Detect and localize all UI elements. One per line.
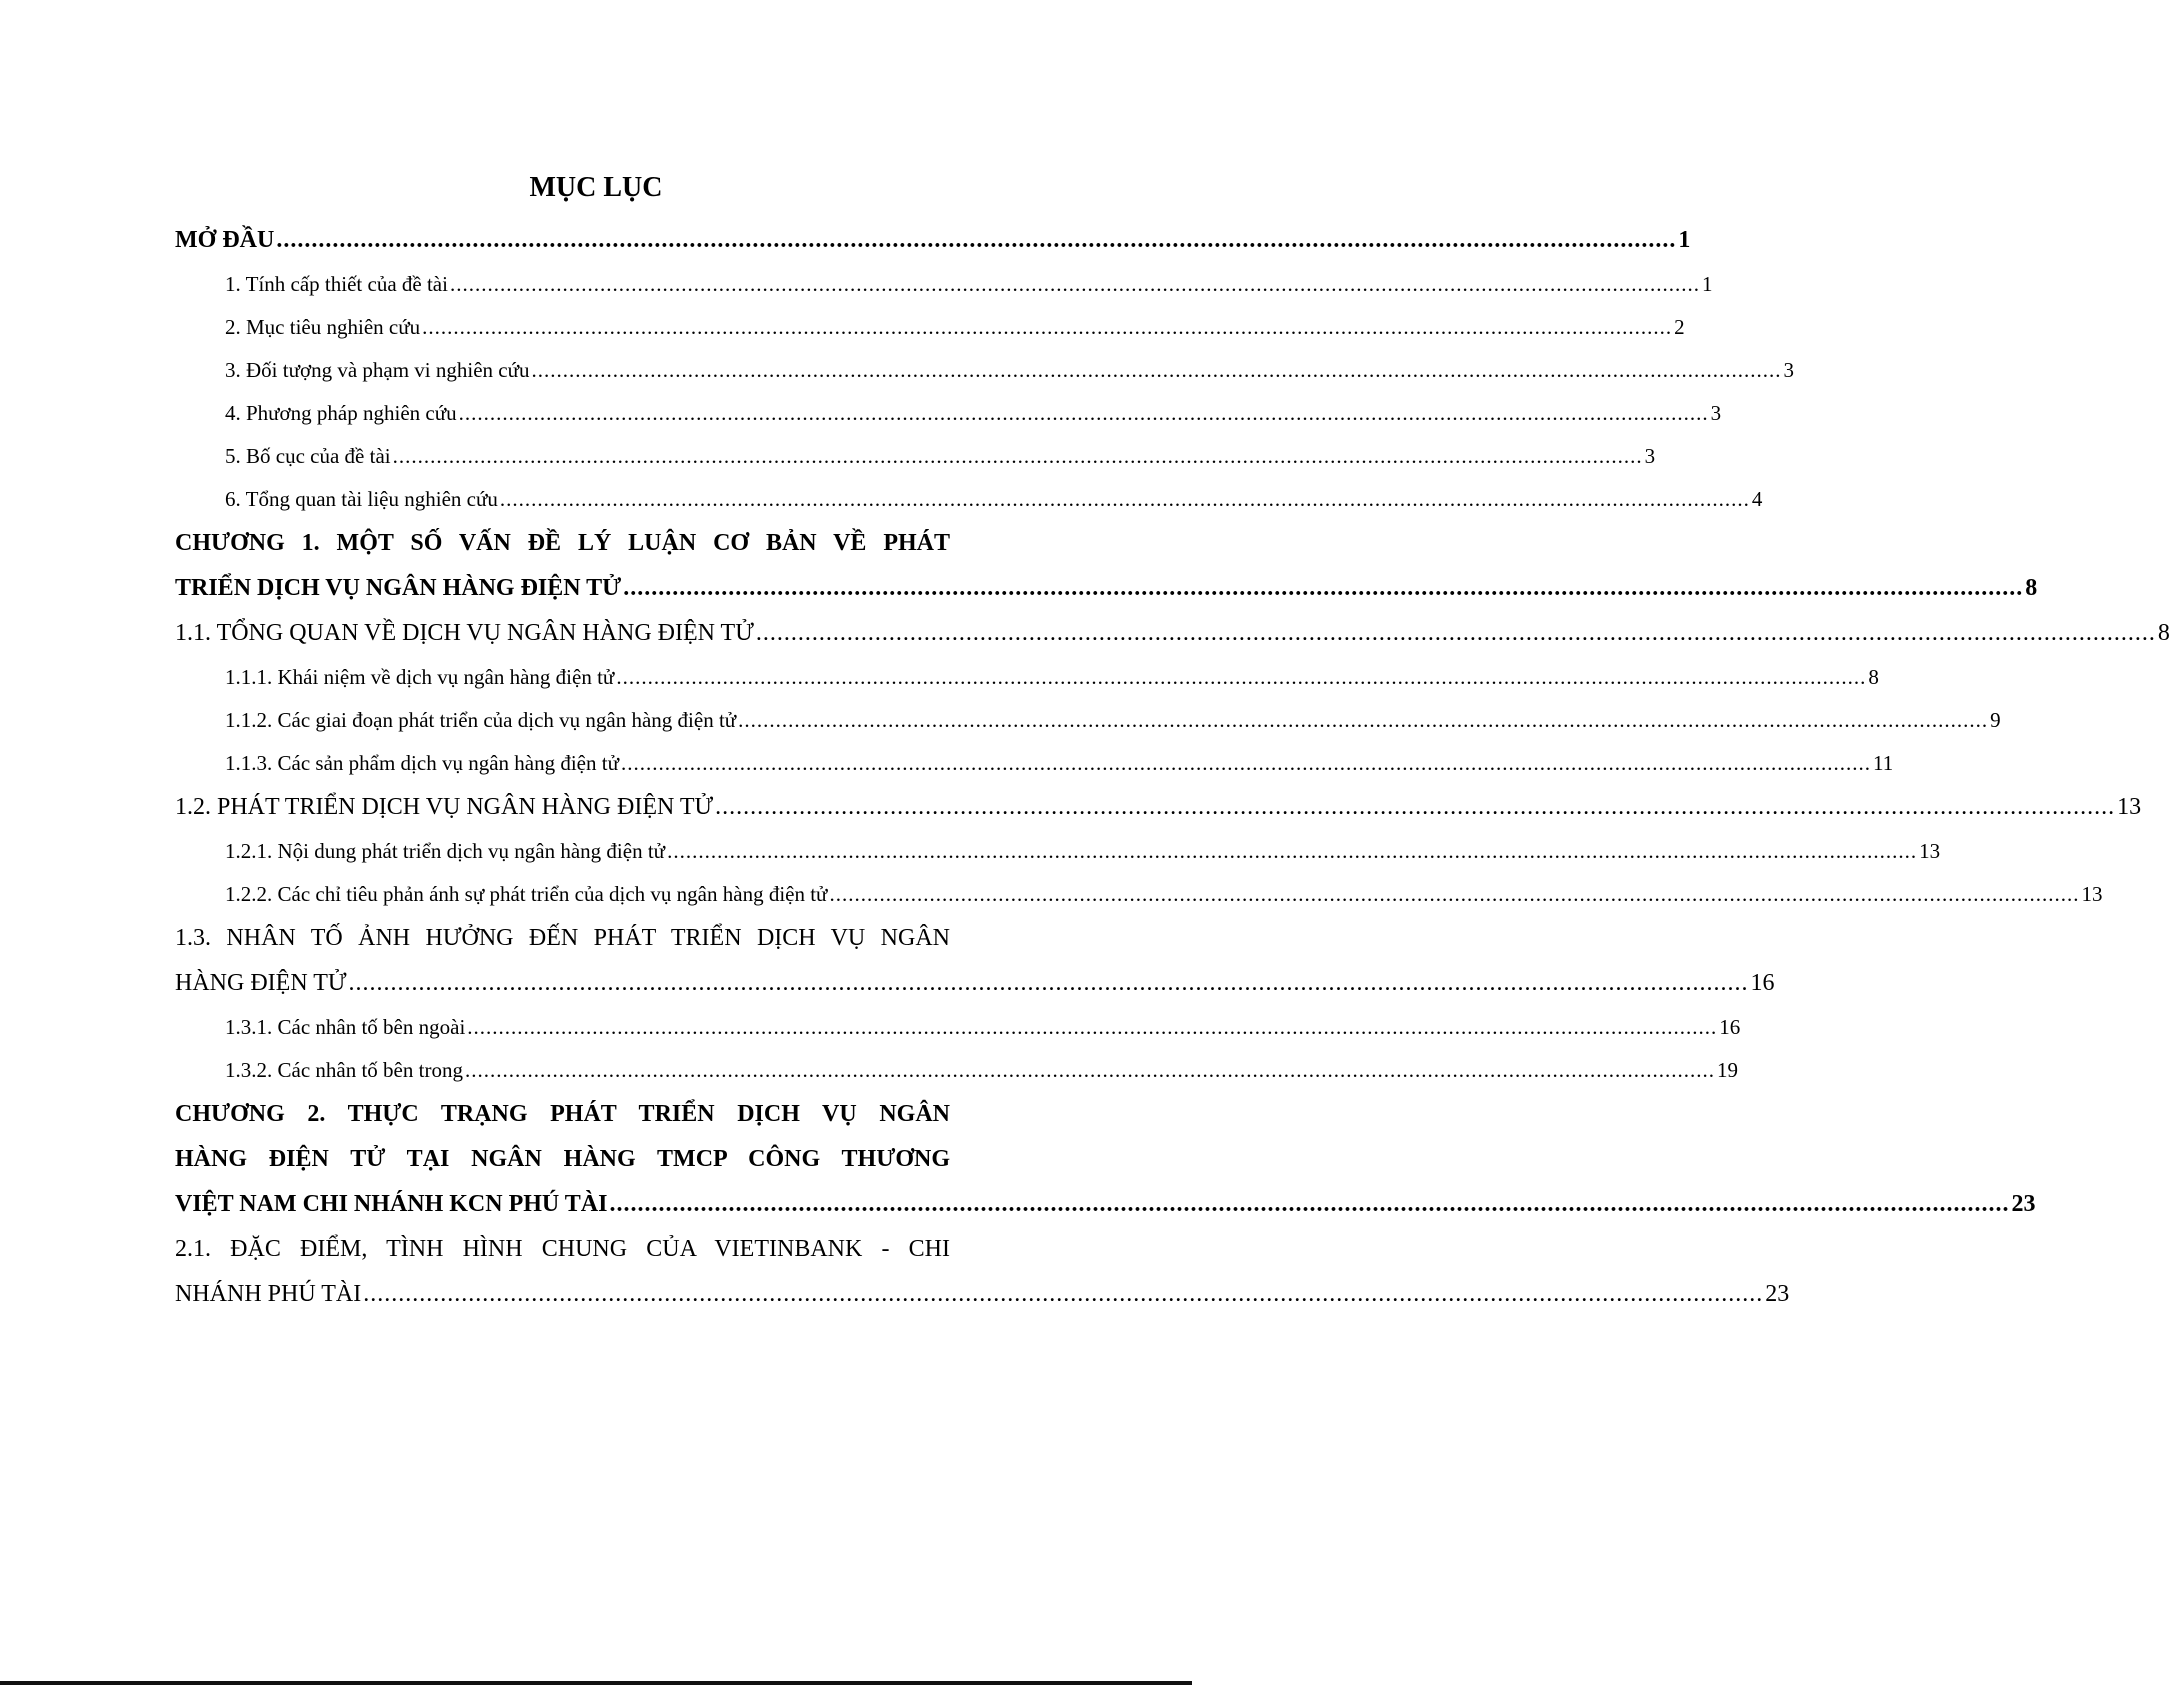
toc-entry-label: 6. Tổng quan tài liệu nghiên cứu [225,487,498,511]
toc-entry-label: 1.2.1. Nội dung phát triển dịch vụ ngân hàng điện tử [225,839,666,863]
toc-entry-section-1-2-2[interactable] [175,873,2103,916]
toc-entry-section-1-3[interactable] [175,916,1775,1006]
dot-leader: ........................................................................................................................................................................................................ [348,970,1749,996]
toc-entry-label-line: HÀNG ĐIỆN TỬ TẠI NGÂN HÀNG TMCP CÔNG THƯƠNG [175,1146,950,1172]
toc-page-number: 13 [2081,882,2103,906]
toc-entry-label: 1.1.2. Các giai đoạn phát triển của dịch vụ ngân hàng điện tử [225,708,737,732]
dot-leader: ........................................................................................................................................................................................................ [531,358,1782,382]
toc-entry-section-1-1-3[interactable] [175,742,1894,785]
toc-entry-section-2-1[interactable] [175,1227,1790,1317]
toc-page-number: 13 [2117,794,2142,820]
toc-entry-label: 5. Bố cục của đề tài [225,444,391,468]
toc-entry-label: VIỆT NAM CHI NHÁNH KCN PHÚ TÀI [175,1191,608,1217]
dot-leader: ........................................................................................................................................................................................................ [363,1281,1764,1307]
toc-entry-section-1-3-2[interactable] [175,1049,1738,1092]
toc-page-number: 3 [1644,444,1656,468]
toc-entry-section-1-1-1[interactable] [175,656,1879,699]
toc-entry-label: 1.1.1. Khái niệm về dịch vụ ngân hàng điện tử [225,665,615,689]
toc-entry-last-line [175,961,1775,1006]
toc-entry-chapter-2[interactable] [175,1092,2036,1227]
toc-entry-label: 1.2. PHÁT TRIỂN DỊCH VỤ NGÂN HÀNG ĐIỆN TỬ [175,794,714,820]
toc-entry-label-line: 1.3. NHÂN TỐ ẢNH HƯỞNG ĐẾN PHÁT TRIỂN DỊCH VỤ NGÂN [175,925,950,951]
toc-page-number: 4 [1751,487,1763,511]
toc-entry-section-1-2-1[interactable] [175,830,1941,873]
toc-page-number: 23 [1765,1281,1790,1307]
table-of-contents [175,218,2170,1317]
dot-leader: ........................................................................................................................................................................................................ [715,794,2116,820]
toc-entry-intro-2[interactable] [175,306,1685,349]
toc-entry-label-line: CHƯƠNG 1. MỘT SỐ VẤN ĐỀ LÝ LUẬN CƠ BẢN VỀ PHÁT [175,530,950,556]
toc-page-number: 8 [2157,620,2170,646]
toc-entry-section-1-1[interactable] [175,611,2170,656]
toc-entry-label-line: 2.1. ĐẶC ĐIỂM, TÌNH HÌNH CHUNG CỦA VIETINBANK - CHI [175,1236,950,1262]
toc-entry-chapter-1[interactable] [175,521,2038,611]
toc-entry-mo-dau[interactable] [175,218,1691,263]
toc-entry-section-1-3-1[interactable] [175,1006,1741,1049]
toc-entry-label: 1.3.2. Các nhân tố bên trong [225,1058,463,1082]
dot-leader: ........................................................................................................................................................................................................ [829,882,2080,906]
toc-entry-label: 1.2.2. Các chỉ tiêu phản ánh sự phát triển của dịch vụ ngân hàng điện tử [225,882,828,906]
toc-entry-label: MỞ ĐẦU [175,227,275,253]
toc-entry-label: 1.1. TỔNG QUAN VỀ DỊCH VỤ NGÂN HÀNG ĐIỆN TỬ [175,620,754,646]
dot-leader: ........................................................................................................................................................................................................ [609,1191,2010,1217]
dot-leader: ........................................................................................................................................................................................................ [464,1058,1715,1082]
toc-page-number: 16 [1719,1015,1741,1039]
toc-page-number: 16 [1750,970,1775,996]
toc-entry-label: 2. Mục tiêu nghiên cứu [225,315,421,339]
toc-entry-intro-1[interactable] [175,263,1713,306]
dot-leader: ........................................................................................................................................................................................................ [667,839,1918,863]
toc-entry-last-line [175,1182,2036,1227]
toc-page-number: 13 [1919,839,1941,863]
toc-entry-section-1-2[interactable] [175,785,2142,830]
dot-leader: ........................................................................................................................................................................................................ [616,665,1867,689]
dot-leader: ........................................................................................................................................................................................................ [499,487,1750,511]
toc-entry-section-1-1-2[interactable] [175,699,2001,742]
dot-leader: ........................................................................................................................................................................................................ [623,575,2024,601]
toc-entry-label: 1. Tính cấp thiết của đề tài [225,272,448,296]
toc-entry-intro-6[interactable] [175,478,1763,521]
toc-entry-last-line [175,1272,1790,1317]
dot-leader: ........................................................................................................................................................................................................ [392,444,1643,468]
toc-page-number: 3 [1783,358,1794,382]
dot-leader: ........................................................................................................................................................................................................ [449,272,1700,296]
toc-entry-label: 1.1.3. Các sản phẩm dịch vụ ngân hàng điện tử [225,751,619,775]
toc-page-number: 3 [1710,401,1722,425]
toc-entry-last-line [175,566,2038,611]
toc-entry-label: 4. Phương pháp nghiên cứu [225,401,457,425]
dot-leader: ........................................................................................................................................................................................................ [620,751,1871,775]
dot-leader: ........................................................................................................................................................................................................ [467,1015,1718,1039]
toc-page-number: 8 [1868,665,1879,689]
toc-entry-label-line: CHƯƠNG 2. THỰC TRẠNG PHÁT TRIỂN DỊCH VỤ NGÂN [175,1101,950,1127]
dot-leader: ........................................................................................................................................................................................................ [755,620,2156,646]
dot-leader: ........................................................................................................................................................................................................ [422,315,1673,339]
toc-entry-label: TRIỂN DỊCH VỤ NGÂN HÀNG ĐIỆN TỬ [175,575,622,601]
toc-page-number: 8 [2025,575,2038,601]
dot-leader: ........................................................................................................................................................................................................ [738,708,1989,732]
dot-leader: ........................................................................................................................................................................................................ [276,227,1677,253]
toc-title: MỤC LỤC [529,172,663,203]
dot-leader: ........................................................................................................................................................................................................ [458,401,1709,425]
toc-page-number: 19 [1716,1058,1738,1082]
page-bottom-edge [0,1681,1192,1685]
toc-page-number: 1 [1678,227,1691,253]
toc-page-number: 9 [1990,708,2001,732]
toc-entry-label: HÀNG ĐIỆN TỬ [175,970,347,996]
toc-entry-label: NHÁNH PHÚ TÀI [175,1281,362,1307]
toc-entry-label: 3. Đối tượng và phạm vi nghiên cứu [225,358,530,382]
toc-entry-label: 1.3.1. Các nhân tố bên ngoài [225,1015,466,1039]
toc-entry-intro-3[interactable] [175,349,1794,392]
toc-page-number: 11 [1872,751,1894,775]
toc-entry-intro-5[interactable] [175,435,1656,478]
toc-page-number: 23 [2011,1191,2036,1217]
toc-entry-intro-4[interactable] [175,392,1722,435]
toc-page-number: 1 [1701,272,1713,296]
toc-page-number: 2 [1674,315,1685,339]
